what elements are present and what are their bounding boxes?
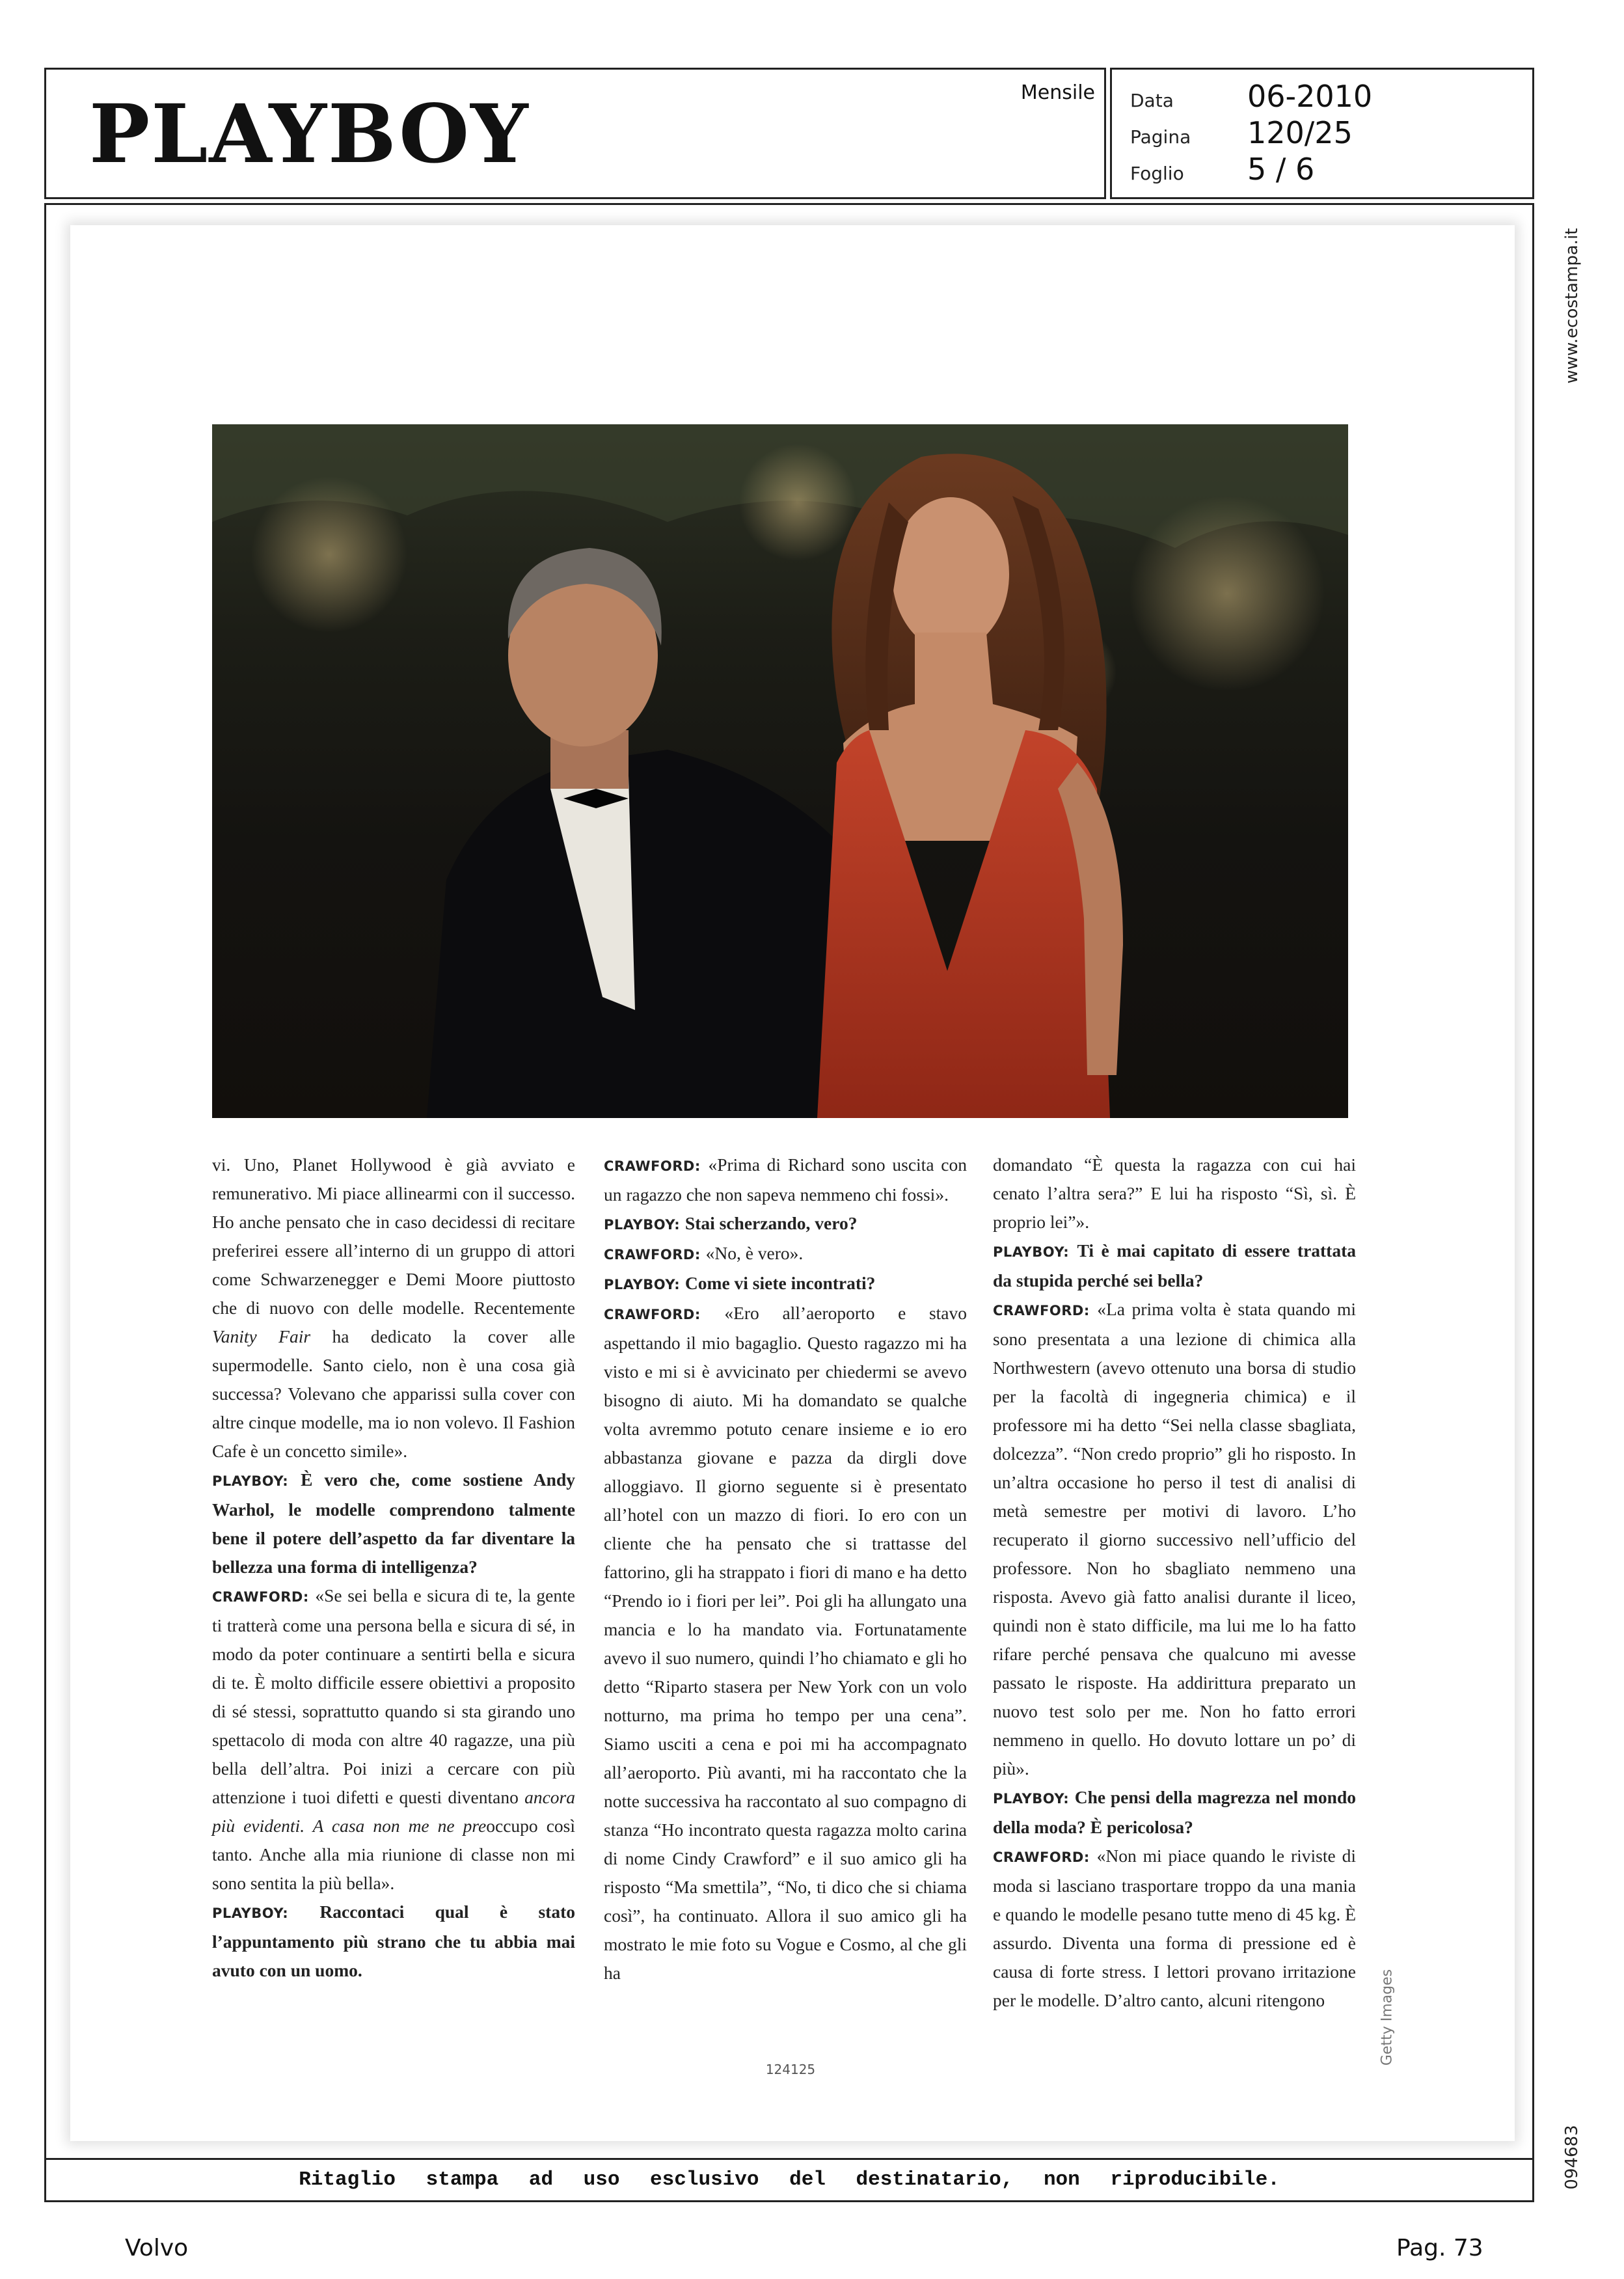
speaker-label: PLAYBOY:	[993, 1244, 1077, 1260]
photo-illustration	[212, 424, 1348, 1118]
side-code	[1559, 2115, 1585, 2200]
speaker-label: PLAYBOY:	[604, 1217, 685, 1233]
answer-text: ha dedicato la cover alle supermodelle. Santo cielo, non è una cosa già successa? Volevano che apparissi sulla cover con altre cinque modelle, ma io non volevo. Il Fashion Cafe è un concetto simile».	[212, 1326, 575, 1461]
speaker-label: PLAYBOY:	[212, 1473, 301, 1489]
interview-question: Come vi siete incontrati?	[684, 1273, 876, 1293]
answer-text: Vanity Fair	[212, 1326, 311, 1346]
speaker-label: CRAWFORD:	[604, 1307, 725, 1322]
article-paragraph	[212, 1466, 575, 1581]
interview-question: Che pensi della magrezza nel mondo della moda? È pericolosa?	[993, 1787, 1356, 1837]
article-photo	[212, 424, 1348, 1118]
article-column-3	[993, 1151, 1356, 2015]
masthead-logo: PLAYBOY	[89, 87, 530, 182]
article-paragraph	[604, 1299, 967, 1987]
client-name: Volvo	[125, 2235, 189, 2261]
article-paragraph	[604, 1239, 967, 1269]
article-column-1	[212, 1151, 575, 1985]
answer-text: occupo così tanto. Anche alla mia riunione di classe non mi sono sentita la più bella».	[212, 1816, 575, 1893]
photo-credit	[1374, 1952, 1400, 2082]
answer-text: «Ero all’aeroporto e stavo aspettando il mio bagaglio. Questo ragazzo mi ha visto e mi si è avvicinato per chiedermi se avevo bisogno di aiuto. Mi ha domandato se qualche volta avremmo potuto cenare insieme e io ero abbastanza giovane e pazza da dirgli dove alloggiavo. Il giorno seguente si è presentato all’hotel con un mazzo di fiori. Io ero con un cliente che ha pensato che si trattasse del fattorino, gli ha strappato i fiori di mano e ha detto “Prendo io i fiori per lei”. Poi gli ha allungato una mancia e lo ha mandato via. Fortunatamente avevo il suo numero, quindi l’ho chiamato e gli ho detto “Riparto stasera per New York con un volo notturno, ma prima ho tempo per una cena”. Siamo usciti a cena e poi mi ha accompagnato all’aeroporto. Più avanti, mi ha raccontato che la notte successiva ha raccontato al suo compagno di stanza “Ho incontrato questa ragazza molto carina di nome Cindy Crawford” e il suo amico gli ha risposto “Ma smettila”, “No, ti dico che si chiama così”, ha continuato. Allora il suo amico gli ha mostrato le mie foto su Vogue e Cosmo, al che gli ha	[604, 1303, 967, 1983]
meta-value: 120/25	[1247, 115, 1353, 150]
meta-value: 06-2010	[1247, 79, 1373, 114]
answer-text: domandato “È questa la ragazza con cui hai cenato l’altra sera?” E lui ha risposto “Sì, sì. È proprio lei”».	[993, 1154, 1356, 1232]
article-column-2	[604, 1151, 967, 1987]
frequency-label: Mensile	[1020, 81, 1095, 104]
meta-row-date	[1130, 79, 1373, 114]
article-paragraph	[993, 1783, 1356, 1842]
speaker-label: CRAWFORD:	[993, 1303, 1098, 1318]
header-meta-box	[1110, 68, 1534, 199]
article-paragraph	[993, 1295, 1356, 1783]
answer-text: «La prima volta è stata quando mi sono presentata a una lezione di chimica alla Northwestern (avevo ottenuto una borsa di studio per la facoltà di ingegneria chimica) e il professore mi ha detto “Sei nella classe sbagliata, dolcezza”. “Non credo proprio” gli ho risposto. In un’altra occasione ho perso il test di analisi di metà semestre per motivi di lavoro. L’ho recuperato il giorno successivo nell’ufficio del professore. Non ho sbagliato nemmeno una risposta. Avevo già fatto analisi durante il liceo, quindi non è stato difficile, ma lui me lo ha fatto rifare perché pensava che qualcuno mi avesse passato le risposte. Ha addirittura preparato un nuovo test solo per me. Non ho fatto errori nemmeno in quello. Ho dovuto lottare un po’ di più».	[993, 1299, 1356, 1779]
speaker-label: PLAYBOY:	[604, 1277, 685, 1292]
article-paragraph	[604, 1209, 967, 1239]
clip-notice: Ritaglio stampa ad uso esclusivo del destinatario, non riproducibile.	[299, 2168, 1280, 2191]
meta-label: Pagina	[1130, 126, 1191, 148]
speaker-label: PLAYBOY:	[212, 1905, 320, 1921]
photo-credit-text: Getty Images	[1379, 1969, 1396, 2066]
interview-question: Ti è mai capitato di essere trattata da stupida perché sei bella?	[993, 1240, 1356, 1290]
answer-text: «Non mi piace quando le riviste di moda si lasciano trasportare troppo da una mania e quando le modelle pesano tutte meno di 45 kg. È assurdo. Diventa una forma di pressione ed è causa di forte stress. I lettori provano irritazione per le modelle. D’altro canto, alcuni ritengono	[993, 1846, 1356, 2010]
article-paragraph	[604, 1269, 967, 1299]
article-paragraph	[212, 1581, 575, 1898]
meta-label: Foglio	[1130, 163, 1184, 184]
meta-label: Data	[1130, 90, 1174, 111]
side-url	[1559, 221, 1585, 390]
meta-row-sheet	[1130, 152, 1315, 187]
article-paragraph	[604, 1151, 967, 1209]
article-paragraph	[993, 1842, 1356, 2015]
article-paragraph	[212, 1151, 575, 1466]
answer-text: «Se sei bella e sicura di te, la gente ti tratterà come una persona bella e sicura di sé, in modo da poter continuare a sentirti bella e sicura di te. È molto difficile essere obiettivi a proposito di sé stessi, soprattutto quando si sta girando uno spettacolo di moda con altre 40 ragazze, una più bella dell’altra. Poi inizi a cercare con più attenzione i tuoi difetti e questi diventano	[212, 1585, 575, 1807]
speaker-label: CRAWFORD:	[212, 1589, 316, 1605]
article-paragraph	[993, 1151, 1356, 1236]
answer-text: vi. Uno, Planet Hollywood è già avviato e remunerativo. Mi piace allinearmi con il successo. Ho anche pensato che in caso decidessi di recitare preferirei essere all’interno di un gruppo di attori come Schwarzenegger e Demi Moore piuttosto che di nuovo con delle modelle. Recentemente	[212, 1154, 575, 1318]
interview-question: Stai scherzando, vero?	[684, 1213, 858, 1233]
speaker-label: CRAWFORD:	[604, 1247, 706, 1262]
header-masthead-box	[44, 68, 1106, 199]
page-folio: 124125	[765, 2062, 816, 2077]
page-number: Pag. 73	[1396, 2235, 1483, 2261]
answer-text: ancora più evidenti. A casa non me ne pre	[212, 1787, 575, 1836]
speaker-label: CRAWFORD:	[993, 1849, 1097, 1865]
speaker-label: PLAYBOY:	[993, 1791, 1075, 1807]
meta-row-page	[1130, 115, 1353, 148]
article-paragraph	[212, 1898, 575, 1985]
answer-text: «Prima di Richard sono uscita con un ragazzo che non sapeva nemmeno chi fossi».	[604, 1154, 967, 1205]
side-code-text: 094683	[1562, 2125, 1582, 2190]
meta-value: 5 / 6	[1247, 152, 1315, 187]
clip-notice-bar	[44, 2158, 1534, 2202]
speaker-label: CRAWFORD:	[604, 1158, 709, 1174]
article-paragraph	[993, 1236, 1356, 1295]
interview-question: È vero che, come sostiene Andy Warhol, le modelle comprendono talmente bene il potere dell’aspetto da far diventare la bellezza una forma di intelligenza?	[212, 1469, 576, 1577]
answer-text: «No, è vero».	[705, 1243, 804, 1263]
interview-question: Raccontaci qual è stato l’appuntamento più strano che tu abbia mai avuto con un uomo.	[212, 1902, 575, 1980]
side-url-text: www.ecostampa.it	[1562, 228, 1582, 384]
